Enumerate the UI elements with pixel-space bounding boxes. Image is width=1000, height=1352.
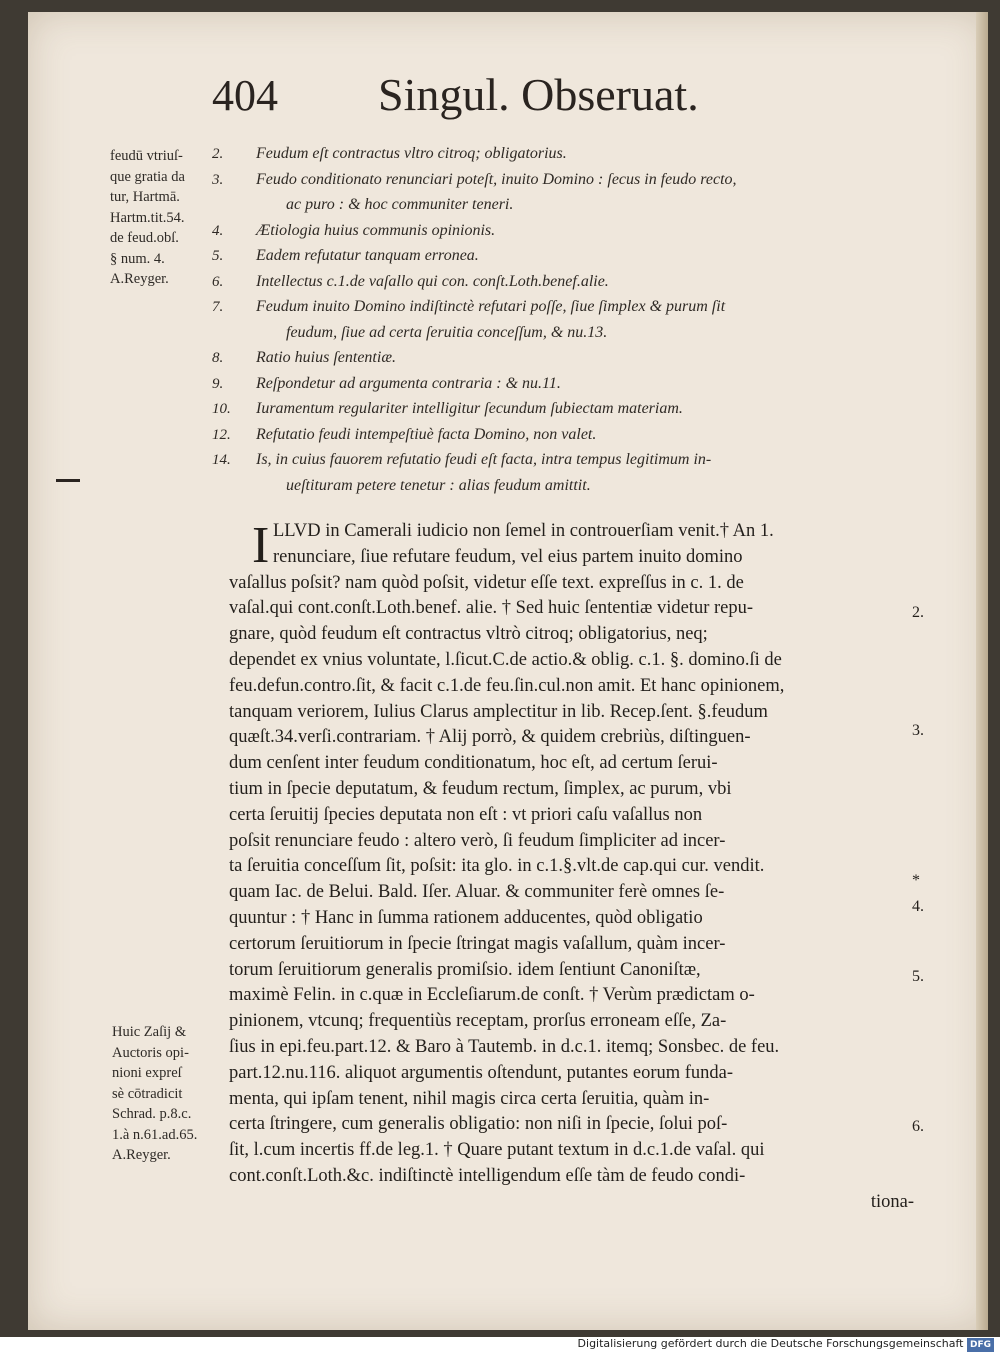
summary-item bbox=[212, 349, 912, 375]
body-line: dum cenſent inter feudum conditionatum, hoc eſt, ad certum ſerui- bbox=[229, 753, 718, 774]
body-line: part.12.nu.116. aliquot argumentis oſtendunt, putantes eorum funda- bbox=[229, 1062, 734, 1083]
summary-number: 12. bbox=[212, 426, 231, 443]
body-line: torum ſeruitiorum generalis promiſsio. idem ſentiunt Canoniſtæ, bbox=[229, 959, 701, 980]
summary-text: Feudum inuito Domino indiſtinctè refutari poſſe, ſiue ſimplex & purum ſit bbox=[256, 298, 726, 315]
summary-text: Ratio huius ſententiæ. bbox=[256, 349, 396, 366]
body-line: certorum ſeruitiorum in ſpecie ſtringat magis vaſallum, quàm incer- bbox=[229, 933, 726, 954]
body-line: quæſt.34.verſi.contrariam. † Alij porrò, & quidem crebriùs, diſtinguen- bbox=[229, 727, 751, 748]
margin-dash bbox=[56, 479, 80, 482]
body-line: cont.conſt.Loth.&c. indiſtinctè intelligendum eſſe tàm de feudo condi- bbox=[229, 1165, 746, 1186]
margin-line: Hartm.tit.54. bbox=[110, 209, 185, 226]
margin-line: Huic Zaſij & bbox=[112, 1024, 187, 1040]
body-line: ſit, l.cum incertis ff.de leg.1. † Quare putant textum in d.c.1.de vaſal. qui bbox=[229, 1140, 765, 1161]
summary-item bbox=[212, 298, 912, 324]
summary-text: feudum, ſiue ad certa ſeruitia conceſſum, & nu.13. bbox=[286, 323, 608, 341]
body-line: renunciare, ſiue refutare feudum, vel eius partem inuito domino bbox=[273, 546, 743, 567]
summary-item bbox=[212, 400, 912, 426]
margin-line: sè cōtradicit bbox=[112, 1085, 183, 1102]
summary-number: 7. bbox=[212, 299, 224, 315]
body-line: tium in ſpecie deputatum, & feudum rectum, ſimplex, ac purum, vbi bbox=[229, 778, 732, 799]
footer-text: Digitalisierung gefördert durch die Deutsche Forschungsgemeinschaft bbox=[577, 1337, 964, 1350]
summary-number: 8. bbox=[212, 350, 224, 366]
body-line: tiona- bbox=[870, 1191, 914, 1212]
side-number: 6. bbox=[912, 1118, 924, 1135]
side-number: 4. bbox=[912, 898, 924, 915]
summary-text: Feudum eſt contractus vltro citroq; obligatorius. bbox=[256, 145, 567, 162]
margin-note-bottom bbox=[112, 1022, 197, 1166]
margin-line: A.Reyger. bbox=[110, 271, 169, 287]
running-title: Singul. Obseruat. bbox=[378, 69, 699, 120]
summary-text: Reſpondetur ad argumenta contraria : & nu.11. bbox=[256, 374, 561, 392]
body-line: LLVD in Camerali iudicio non ſemel in controuerſiam venit.† An 1. bbox=[273, 521, 774, 541]
margin-line: feudū vtriuſ- bbox=[110, 148, 183, 164]
body-line: vaſal.qui cont.conſt.Loth.benef. alie. † Sed huic ſententiæ videtur repu- bbox=[229, 598, 754, 619]
margin-line: nioni expreſ bbox=[112, 1065, 182, 1081]
summary-number: 14. bbox=[212, 452, 231, 468]
summary-item bbox=[212, 324, 912, 350]
chapter-summary bbox=[212, 145, 912, 502]
summary-number: 6. bbox=[212, 273, 224, 290]
body-line: certa ſeruitij ſpecies deputata non eſt : vt priori caſu vaſallus non bbox=[229, 804, 703, 825]
summary-number: 9. bbox=[212, 375, 224, 392]
summary-text: ueſtituram petere tenetur : alias feudum amittit. bbox=[286, 476, 591, 494]
summary-item bbox=[212, 375, 912, 401]
margin-line: de feud.obſ. bbox=[110, 230, 179, 246]
summary-item bbox=[212, 222, 912, 248]
summary-item bbox=[212, 247, 912, 273]
summary-text: Iuramentum regulariter intelligitur ſecundum ſubiectam materiam. bbox=[256, 400, 683, 417]
summary-text: Eadem refutatur tanquam erronea. bbox=[256, 247, 479, 264]
summary-item bbox=[212, 426, 912, 452]
body-line: vaſallus poſsit? nam quòd poſsit, videtur eſſe text. expreſſus in c. 1. de bbox=[229, 572, 744, 593]
summary-item bbox=[212, 451, 912, 477]
summary-number: 3. bbox=[212, 171, 224, 188]
margin-line: que gratia da bbox=[110, 168, 185, 185]
summary-number: 10. bbox=[212, 401, 231, 417]
body-line: quuntur : † Hanc in ſumma rationem adducentes, quòd obligatio bbox=[229, 907, 703, 928]
margin-note-top bbox=[110, 146, 185, 290]
summary-number: 2. bbox=[212, 146, 224, 162]
summary-item bbox=[212, 145, 912, 171]
body-line: feu.defun.contro.ſit, & facit c.1.de feu.ſin.cul.non amit. Et hanc opinionem, bbox=[229, 675, 785, 696]
summary-text: Intellectus c.1.de vaſallo qui con. conſt.Loth.benef.alie. bbox=[256, 272, 609, 290]
body-line: poſsit renunciare feudo : altero verò, ſi feudum ſimpliciter ad incer- bbox=[229, 830, 726, 851]
margin-line: Auctoris opi- bbox=[112, 1044, 189, 1061]
margin-line: § num. 4. bbox=[110, 250, 165, 267]
body-text bbox=[229, 519, 914, 1216]
side-number: * bbox=[912, 872, 920, 889]
body-line: tanquam veriorem, Iulius Clarus amplectitur in lib. Recep.ſent. §.feudum bbox=[229, 701, 768, 722]
drop-cap: I bbox=[252, 517, 270, 574]
dfg-logo[interactable]: DFG bbox=[967, 1338, 994, 1352]
margin-line: A.Reyger. bbox=[112, 1147, 171, 1163]
summary-item bbox=[212, 171, 912, 197]
body-line: menta, qui ipſam tenent, nihil magis circa certa ſeruitia, quàm in- bbox=[229, 1088, 710, 1109]
body-line: quam Iac. de Belui. Bald. Iſer. Aluar. & communiter ferè omnes ſe- bbox=[229, 882, 725, 903]
page-edge bbox=[976, 12, 988, 1330]
margin-line: 1.à n.61.ad.65. bbox=[112, 1126, 198, 1143]
body-line: pinionem, vtcunq; frequentiùs receptam, prorſus erroneam eſſe, Za- bbox=[229, 1011, 727, 1032]
summary-text: Ætiologia huius communis opinionis. bbox=[256, 221, 496, 239]
body-line: gnare, quòd feudum eſt contractus vltrò citroq; obligatorius, neq; bbox=[229, 624, 708, 645]
summary-item bbox=[212, 196, 912, 222]
summary-text: Feudo conditionato renunciari poteſt, inuito Domino : ſecus in feudo recto, bbox=[256, 170, 737, 188]
summary-number: 5. bbox=[212, 248, 224, 264]
page-number: 404 bbox=[212, 71, 278, 120]
side-number: 2. bbox=[912, 604, 924, 621]
summary-text: ac puro : & hoc communiter teneri. bbox=[286, 196, 514, 213]
side-number: 3. bbox=[912, 722, 924, 739]
margin-line: tur, Hartmā. bbox=[110, 189, 180, 205]
body-line: dependet ex vnius voluntate, l.ſicut.C.de actio.& oblig. c.1. §. domino.ſi de bbox=[229, 649, 782, 670]
summary-item bbox=[212, 273, 912, 299]
margin-line: Schrad. p.8.c. bbox=[112, 1106, 192, 1122]
summary-text: Refutatio feudi intempeſtiuè facta Domino, non valet. bbox=[256, 425, 597, 443]
body-line: maximè Felin. in c.quæ in Eccleſiarum.de conſt. † Verùm prædictam o- bbox=[229, 985, 755, 1006]
side-number: 5. bbox=[912, 968, 924, 985]
body-line: ſius in epi.feu.part.12. & Baro à Tautemb. in d.c.1. itemq; Sonsbec. de feu. bbox=[229, 1036, 780, 1057]
body-line: certa ſtringere, cum generalis obligatio: non niſi in ſpecie, ſolui poſ- bbox=[229, 1114, 728, 1135]
footer-credit bbox=[578, 1337, 994, 1352]
summary-item bbox=[212, 477, 912, 503]
body-line: ta ſeruitia conceſſum ſit, poſsit: ita glo. in c.1.§.vlt.de cap.qui cur. vendit. bbox=[229, 856, 765, 877]
summary-number: 4. bbox=[212, 222, 224, 239]
summary-text: Is, in cuius fauorem refutatio feudi eſt facta, intra tempus legitimum in- bbox=[256, 451, 712, 468]
